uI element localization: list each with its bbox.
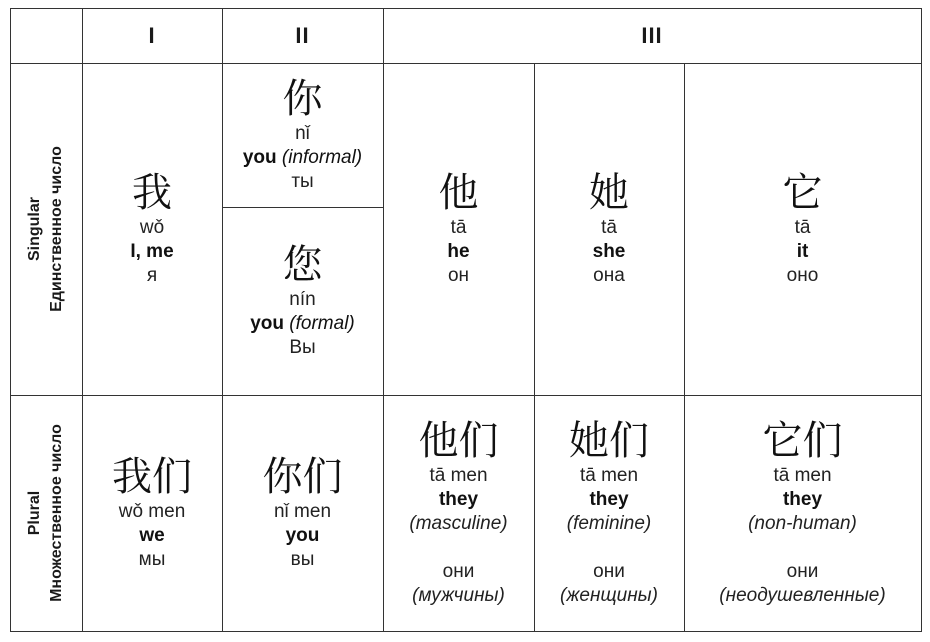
hanzi-nin: 您 (282, 242, 323, 288)
russian-tamen-n: они (786, 561, 819, 582)
cell-ta-she (534, 63, 684, 395)
pinyin-ni: nǐ (295, 123, 310, 144)
english-ni-note: (informal) (281, 147, 363, 168)
hanzi-tamen-m: 他们 (418, 418, 499, 464)
pinyin-ta-he: tā (450, 217, 467, 238)
english-tamen-n: they (782, 489, 823, 510)
header-col-3-label: III (641, 22, 663, 48)
cell-ta-he (383, 63, 534, 395)
pinyin-wo: wǒ (139, 217, 165, 238)
hanzi-ta-she: 她 (589, 170, 629, 216)
header-col-3 (383, 8, 921, 63)
pinyin-tamen-n: tā men (773, 465, 832, 486)
hanzi-tamen-n: 它们 (762, 418, 843, 464)
english-note-tamen-m: (masculine) (409, 513, 508, 534)
cell-tamen-f (534, 395, 684, 631)
english-ta-she: she (592, 241, 626, 262)
russian-tamen-f: они (593, 561, 625, 582)
english-nimen: you (285, 525, 320, 546)
hanzi-wo: 我 (132, 170, 172, 216)
english-ni-word: you (242, 147, 277, 168)
row-label-singular (10, 63, 82, 395)
cell-tamen-m (383, 395, 534, 631)
english-note-tamen-f: (feminine) (566, 513, 652, 534)
hanzi-ta-it: 它 (782, 170, 823, 216)
header-col-2-label: II (295, 22, 310, 48)
english-ta-he: he (447, 241, 470, 262)
english-note-tamen-n: (non-human) (748, 513, 857, 534)
border-bottom (10, 631, 922, 632)
row-label-singular-ru: Единственное число (48, 146, 65, 312)
cell-ni (222, 63, 383, 207)
english-ta-it: it (796, 241, 809, 262)
pinyin-tamen-m: tā men (429, 465, 488, 486)
border-right (921, 8, 922, 632)
english-nin-note: (formal) (289, 313, 355, 334)
english-nin-word: you (250, 313, 285, 334)
pinyin-ta-she: tā (601, 217, 617, 238)
pinyin-tamen-f: tā men (579, 465, 639, 486)
russian-tamen-m: они (442, 561, 475, 582)
header-col-2 (222, 8, 383, 63)
russian-ni: ты (291, 171, 314, 192)
header-col-1 (82, 8, 222, 63)
header-col-1-label: I (148, 22, 156, 48)
english-nin (250, 312, 355, 336)
cell-nin (222, 207, 383, 395)
russian-ta-it: оно (786, 265, 819, 286)
hanzi-ta-he: 他 (438, 170, 479, 216)
cell-tamen-n (684, 395, 921, 631)
row-label-plural-en: Plural (26, 490, 44, 536)
row-label-plural-ru: Множественное число (48, 424, 66, 602)
row-label-singular-en: Singular (26, 197, 43, 262)
english-ni (243, 146, 362, 170)
russian-nimen: вы (290, 549, 315, 570)
russian-wo: я (146, 265, 158, 286)
row-label-plural (10, 395, 82, 631)
hanzi-nimen: 你们 (262, 454, 343, 500)
russian-women: мы (138, 549, 166, 570)
hanzi-tamen-f: 她们 (569, 418, 649, 464)
pinyin-nin: nín (289, 289, 316, 310)
pinyin-ta-it: tā (794, 217, 811, 238)
english-wo: I, me (130, 241, 174, 262)
russian-ta-he: он (447, 265, 470, 286)
hanzi-ni: 你 (282, 76, 323, 122)
english-tamen-f: they (589, 489, 629, 510)
english-tamen-m: they (438, 489, 479, 510)
cell-ta-it (684, 63, 921, 395)
english-women: we (139, 525, 165, 546)
cell-nimen (222, 395, 383, 631)
russian-note-tamen-f: (женщины) (560, 585, 658, 606)
pinyin-women: wǒ men (118, 501, 186, 522)
russian-nin: Вы (289, 337, 316, 358)
cell-wo (82, 63, 222, 395)
pinyin-nimen: nǐ men (273, 501, 332, 522)
cell-women (82, 395, 222, 631)
russian-note-tamen-n: (неодушевленные) (719, 585, 886, 606)
hanzi-women: 我们 (112, 454, 192, 500)
russian-note-tamen-m: (мужчины) (412, 585, 505, 606)
russian-ta-she: она (593, 265, 625, 286)
